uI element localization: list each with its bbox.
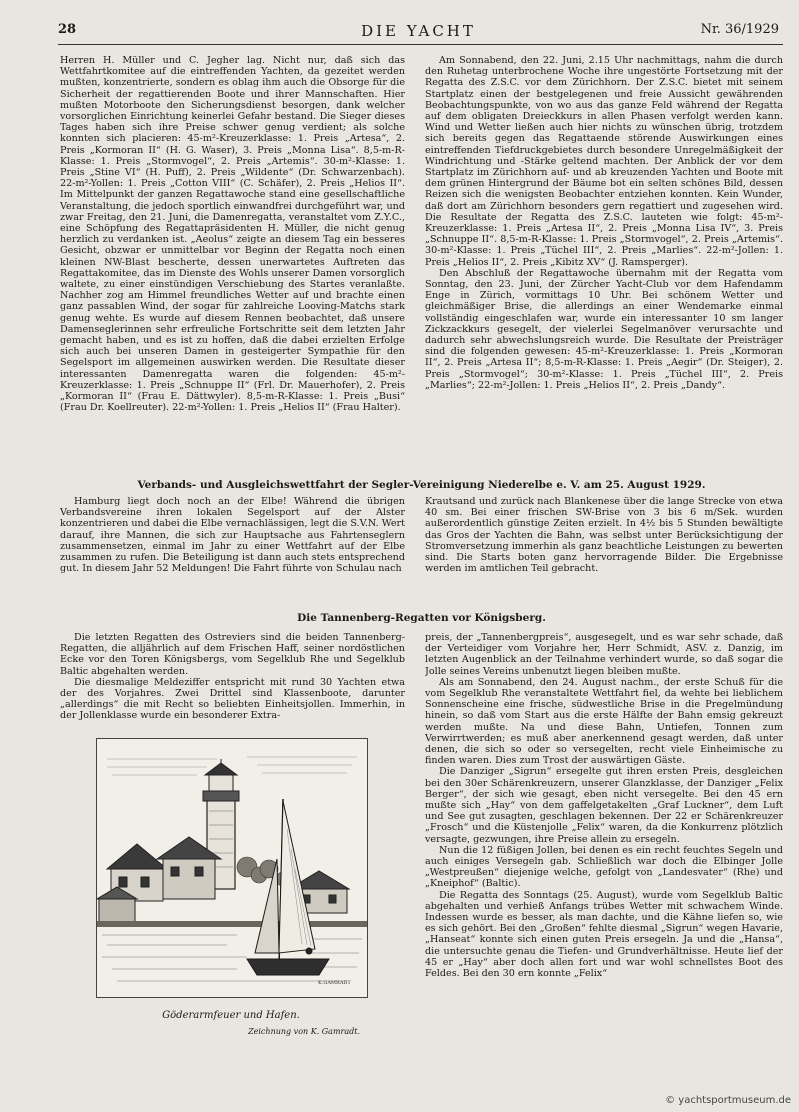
illustration-caption: Göderarmfeuer und Hafen.	[162, 1010, 300, 1021]
copyright-watermark: © yachtsportmuseum.de	[665, 1095, 791, 1106]
paragraph: preis, der „Tannenbergpreis“, ausgesegelt, und es war sehr schade, daß der Verteidiger vom Vorjahre her, Herr Schmidt, ASV. z. Danzig, im letzten Augenblick an der Teilnahme verhindert wurde, so daß sogar die Jolle seines Vereins unbenutzt liegen bleiben mußte.	[425, 632, 783, 677]
paragraph: Die letzten Regatten des Ostreviers sind die beiden Tannenberg-Regatten, die alljährlich auf dem Frischen Haff, seiner nordöstlichen Ecke vor den Toren Königsbergs, vom Segelklub Rhe und Segelklub Baltic abgehalten werden.	[60, 632, 405, 677]
paragraph: Krautsand und zurück nach Blankenese über die lange Strecke von etwa 40 sm. Bei einer frischen SW-Brise von 3 bis 6 m/Sek. wurden außerordentlich günstige Zeiten erzielt. In 4½ bis 5 Stunden bewältigte das Gros der Yachten die Bahn, was selbst unter Berücksichtigung der Stromversetzung immerhin als ganz beachtliche Leistungen zu bewerten sind. Die Starts boten ganz hervorragende Bilder. Die Ergebnisse werden im amtlichen Teil gebracht.	[425, 496, 783, 575]
illustration-credit: Zeichnung von K. Gamradt.	[248, 1027, 360, 1036]
paragraph: Die diesmalige Meldeziffer entspricht mit rund 30 Yachten etwa der des Vorjahres. Zwei Drittel sind Klassenboote, darunter „allerdings“ die mit Recht so beliebten Einheitsjollen. Immerhin, in der Jollenklasse wurde ein besonderer Extra-	[60, 676, 405, 722]
paragraph: Nun die 12 füßigen Jollen, bei denen es ein recht feuchtes Segeln und auch einiges Versegeln gab. Schließlich war doch die Elbinger Jolle „Westpreußen“ diejenige welche, gefolgt von „Landesvater“ (Rhe) und „Kneiphof“ (Baltic).	[425, 844, 783, 890]
section3-left-column	[60, 632, 405, 724]
paragraph: Hamburg liegt doch noch an der Elbe! Während die übrigen Verbandsvereine ihren lokalen Segelsport auf der Alster konzentrieren und dabei die Elbe vernachlässigen, legt die S.V.N. Wert darauf, ihre Mannen, die sich zur Hauptsache aus Fahrtenseglern zusammensetzen, einmal im Jahr zu einer Wettfahrt auf der Elbe zusammen zu rufen. Die Beteiligung ist dann auch stets entsprechend gut. In diesem Jahr 52 Meldungen! Die Fahrt führte von Schulau nach	[60, 496, 405, 575]
section1-right-column	[425, 55, 783, 430]
section1-left-column	[60, 55, 405, 425]
paragraph: Als am Sonnabend, den 24. August nachm., der erste Schuß für die vom Segelklub Rhe veranstaltete Wettfahrt fiel, da wehte bei lieblichem Sonnenscheine eine frische, südwestliche Brise in die Pregelmündung hinein, so daß vom Start aus die erste Hälfte der Bahn emsig gekreuzt werden mußte. Na und diese Bahn, Untiefen, Tonnen zum Verwirrtwerden; es muß aber anerkennend gesagt werden, daß unter denen, die sich so oder so versegelten, recht viele Einheimische zu finden waren. Dies zum Trost der auswärtigen Gäste.	[425, 676, 783, 767]
page-number: 28	[58, 22, 77, 37]
harbor-illustration	[96, 738, 368, 998]
article-heading-niederelbe: Verbands- und Ausgleichswettfahrt der Segler-Vereinigung Niederelbe e. V. am 25. August 1929.	[137, 479, 706, 491]
page-header	[58, 22, 779, 40]
magazine-title: DIE YACHT	[361, 22, 476, 40]
header-rule	[58, 44, 783, 45]
harbor-houses	[97, 837, 221, 923]
artist-signature: K.GAMRADT	[318, 980, 351, 986]
lighthouse-harbor-drawing	[97, 739, 367, 997]
article-heading-tannenberg: Die Tannenberg-Regatten vor Königsberg.	[297, 612, 546, 624]
paragraph: Die Danziger „Sigrun“ ersegelte gut ihren ersten Preis, desgleichen bei den 30er Schärenkreuzern, unserer Glanzklasse, der Danziger „Felix Berger“, der sich wie gesagt, eben nicht versegelte. Bei den 45 ern mußte sich „Hay“ von dem gaffelgetakelten „Graf Luckner“, dem Luft und See gut zusagten, geschlagen bekennen. Der 22 er Schärenkreuzer „Frosch“ und die Küstenjolle „Felix“ waren, da die Konkurrenz plötzlich versagte, gezwungen, ihre Preise allein zu ersegeln.	[425, 766, 783, 845]
section2-right-column	[425, 496, 783, 600]
issue-number: Nr. 36/1929	[700, 22, 779, 37]
section3-right-column	[425, 632, 783, 1062]
paragraph: Am Sonnabend, den 22. Juni, 2.15 Uhr nachmittags, nahm die durch den Ruhetag unterbrochene Woche ihre ungestörte Fortsetzung mit der Regatta des Z.S.C. vor dem Zürichhorn. Der Z.S.C. bietet mit seinem Startplatz einen der bestgelegenen und freie Aussicht gewährenden Beobachtungspunkte, von wo aus das ganze Feld während der Regatta auf dem obligaten Dreieckkurs in allen Phasen verfolgt werden kann. Wind und Wetter ließen auch hier nichts zu wünschen übrig, trotzdem sich bereits gegen das Regattaende störende Auswirkungen eines eintreffenden Tiefdruckgebietes durch besondere Unregelmäßigkeit der Windrichtung und -Stärke geltend machten. Der Anblick der vor dem Startplatz im Zürichhorn auf- und ab kreuzenden Yachten und Boote mit dem grünen Hintergrund der Bäume bot ein selten schönes Bild, dessen Reizen sich die wenigsten Beobachter entziehen konnten. Kein Wunder, daß dort am Zürichhorn besonders gern regattiert und zugesehen wird. Die Resultate der Regatta des Z.S.C. lauteten wie folgt: 45-m²-Kreuzerklasse: 1. Preis „Artesa II“, 2. Preis „Monna Lisa IV“, 3. Preis „Schnuppe II“. 8,5-m-R-Klasse: 1. Preis „Stormvogel“, 2. Preis „Artemis“. 30-m²-Klasse: 1. Preis „Tüchel III“, 2. Preis „Marlies“. 22-m²-Jollen: 1. Preis „Helios II“, 2. Preis „Kibitz XV“ (J. Ramsperger).	[425, 55, 783, 268]
paragraph: Den Abschluß der Regattawoche übernahm mit der Regatta vom Sonntag, den 23. Juni, der Zürcher Yacht-Club vor dem Hafendamm Enge in Zürich, vormittags 10 Uhr. Bei schönem Wetter und gleichmäßiger Brise, die allerdings an einer Wendemarke einmal vollständig eingeschlafen war, wurde ein interessanter 10 sm langer Zickzackkurs gesegelt, der vielerlei Segelmanöver verursachte und dadurch sehr abwechslungsreich wurde. Die Resultate der Preisträger sind die folgenden gewesen: 45-m²-Kreuzerklasse: 1. Preis „Kormoran II“, 2. Preis „Artesa II“; 8,5-m-R-Klasse: 1. Preis „Aegir“ (Dr. Steiger), 2. Preis „Stormvogel“; 30-m²-Klasse: 1. Preis „Tüchel III“, 2. Preis „Marlies“; 22-m²-Jollen: 1. Preis „Helios II“, 2. Preis „Dandy“.	[425, 267, 783, 391]
section2-left-column	[60, 496, 405, 600]
paragraph: Herren H. Müller und C. Jegher lag. Nicht nur, daß sich das Wettfahrtkomitee auf die eintreffenden Yachten, da gezeitet werden mußten, konzentrierte, sondern es oblag ihm auch die Obsorge für die Sicherheit der regattierenden Boote und ihrer Mannschaften. Hier mußten Motorboote den Sicherungsdienst besorgen, dank welcher vorsorglichen Einrichtung keinerlei Gefahr bestand. Die Sieger dieses Tages haben sich ihre Preise schwer genug verdient; als solche konnten sich placieren: 45-m²-Kreuzerklasse: 1. Preis „Artesa“, 2. Preis „Kormoran II“ (H. G. Waser), 3. Preis „Monna Lisa“. 8,5-m-R-Klasse: 1. Preis „Stormvogel“, 2. Preis „Artemis“. 30-m²-Klasse: 1. Preis „Stine VI“ (H. Puff), 2. Preis „Wildente“ (Dr. Schwarzenbach). 22-m²-Yollen: 1. Preis „Cotton VIII“ (C. Schäfer), 2. Preis „Helios II“. Im Mittelpunkt der ganzen Regattawoche stand eine gesellschaftliche Veranstaltung, die jedoch sportlich einwandfrei durchgeführt war, und zwar Freitag, den 21. Juni, die Damenregatta, veranstaltet vom Z.Y.C., eine Schöpfung des Regattapräsidenten H. Müller, die nicht genug herzlich zu verdanken ist. „Aeolus“ zeigte an diesem Tag ein besseres Gesicht, obzwar er unmittelbar vor Beginn der Regatta noch einen kleinen NW-Blast bescherte, dessen unerwartetes Auftreten das Regattakomitee, das im Dienste des Wohls unserer Damen vorsorglich waltete, zu einer einstündigen Verschiebung des Startes veranlaßte. Nachher zog am Himmel freundliches Wetter auf und brachte einen ganz passablen Wind, der sogar für zahlreiche Looving-Matchs stark genug wehte. Es wurde auf diesem Rennen beobachtet, daß unsere Damenseglerinnen sehr erfreuliche Fortschritte seit dem letzten Jahr gemacht haben, und es ist zu hoffen, daß die dabei erzielten Erfolge sich auch bei unseren Damen in gesteigerter Sympathie für den Segelsport im allgemeinen auswirken werden. Die Resultate dieser interessanten Damenregatta waren die folgenden: 45-m²-Kreuzerklasse: 1. Preis „Schnuppe II“ (Frl. Dr. Mauerhofer), 2. Preis „Kormoran II“ (Frau E. Dättwyler). 8,5-m-R-Klasse: 1. Preis „Busi“ (Frau Dr. Koellreuter). 22-m²-Yollen: 1. Preis „Helios II“ (Frau Halter).	[60, 55, 405, 414]
paragraph: Die Regatta des Sonntags (25. August), wurde vom Segelklub Baltic abgehalten und verhieß Anfangs trübes Wetter mit schwachem Winde. Indessen wurde es besser, als man dachte, und die Kähne liefen so, wie es sich gehört. Bei den „Großen“ fehlte diesmal „Sigrun“ wegen Havarie, „Hanseat“ konnte sich einen guten Preis ersegeln. Ja und die „Hansa“, die untersuchte genau die Tiefen- und Grundverhältnisse. Heute lief der 45 er „Hay“ aber doch allen fort und war wohl schnellstes Boot des Feldes. Bei den 30 ern konnte „Felix“	[425, 889, 783, 980]
